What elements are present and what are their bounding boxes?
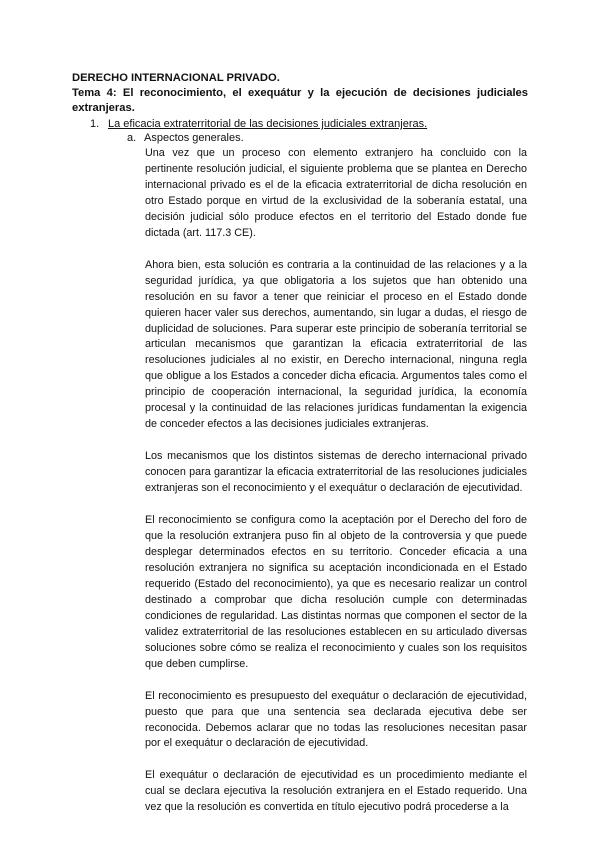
paragraph: Ahora bien, esta solución es contraria a la continuidad de las relaciones y a la seguridad jurídica, ya que obligatoria a los sujetos que han obtenido una resolución en su favor a tener que reiniciar el proceso en el Estado donde quieren hacer valer sus derechos, aumentando, sin lugar a dudas, el riesgo de duplicidad de soluciones. Para superar este principio de soberanía territorial se articulan mecanismos que garantizan la eficacia extraterritorial de las resoluciones judiciales al no existir, en Derecho internacional, ninguna regla que obligue a los Estados a conceder dicha eficacia. Argumentos tales como el principio de cooperación internacional, la seguridad jurídica, la economía procesal y la continuidad de las relaciones jurídicas fundamentan la exigencia de conceder efectos a las decisiones judiciales extranjeras. (145, 258, 527, 431)
section-number: 1. (90, 118, 100, 130)
section-item (90, 117, 530, 131)
document-heading: DERECHO INTERNACIONAL PRIVADO. (72, 72, 280, 84)
paragraph: Una vez que un proceso con elemento extranjero ha concluido con la pertinente resolución judicial, el siguiente problema que se plantea en Derecho internacional privado es el de la eficacia extraterritorial de dicha resolución en otro Estado porque en virtud de la exclusividad de la soberanía estatal, una decisión judicial sólo produce efectos en el territorio del Estado donde fue dictada (art. 117.3 CE). (145, 147, 527, 239)
section-title: La eficacia extraterritorial de las decisiones judiciales extranjeras. (108, 118, 428, 130)
subsection-title: Aspectos generales. (144, 132, 244, 144)
topic-title: Tema 4: El reconocimiento, el exequátur y la ejecución de decisiones judiciales extranjeras. (72, 87, 528, 114)
paragraph: El exequátur o declaración de ejecutividad es un procedimiento mediante el cual se declara ejecutiva la resolución extranjera en el Estado requerido. Una vez que la resolución es convertida en título ejecutivo podrá procederse a la (145, 769, 527, 814)
paragraph: El reconocimiento es presupuesto del exequátur o declaración de ejecutividad, puesto que para que una sentencia sea declarada ejecutiva debe ser reconocida. Debemos aclarar que no todas las resoluciones necesitan pasar por el exequátur o declaración de ejecutividad. (145, 689, 527, 750)
paragraph: El reconocimiento se configura como la aceptación por el Derecho del foro de que la resolución extranjera puso fin al objeto de la controversia y que puede desplegar determinados efectos en su territorio. Conceder eficacia a una resolución extranjera no significa su aceptación incondicionada en el Estado requerido (Estado del reconocimiento), ya que es necesario realizar un control destinado a comprobar que dicha resolución cumple con determinadas condiciones de regularidad. Las distintas normas que componen el sector de la validez extraterritorial de las resoluciones establecen en su articulado diversas soluciones sobre cómo se realiza el reconocimiento y cuales son los requisitos que deben cumplirse. (145, 514, 527, 670)
subsection-letter: a. (127, 132, 137, 144)
subsection-item (127, 131, 527, 145)
body-text (145, 146, 527, 832)
paragraph: Los mecanismos que los distintos sistemas de derecho internacional privado conocen para garantizar la eficacia extraterritorial de las resoluciones judiciales extranjeras son el reconocimiento y el exequátur o declaración de ejecutividad. (145, 450, 527, 495)
